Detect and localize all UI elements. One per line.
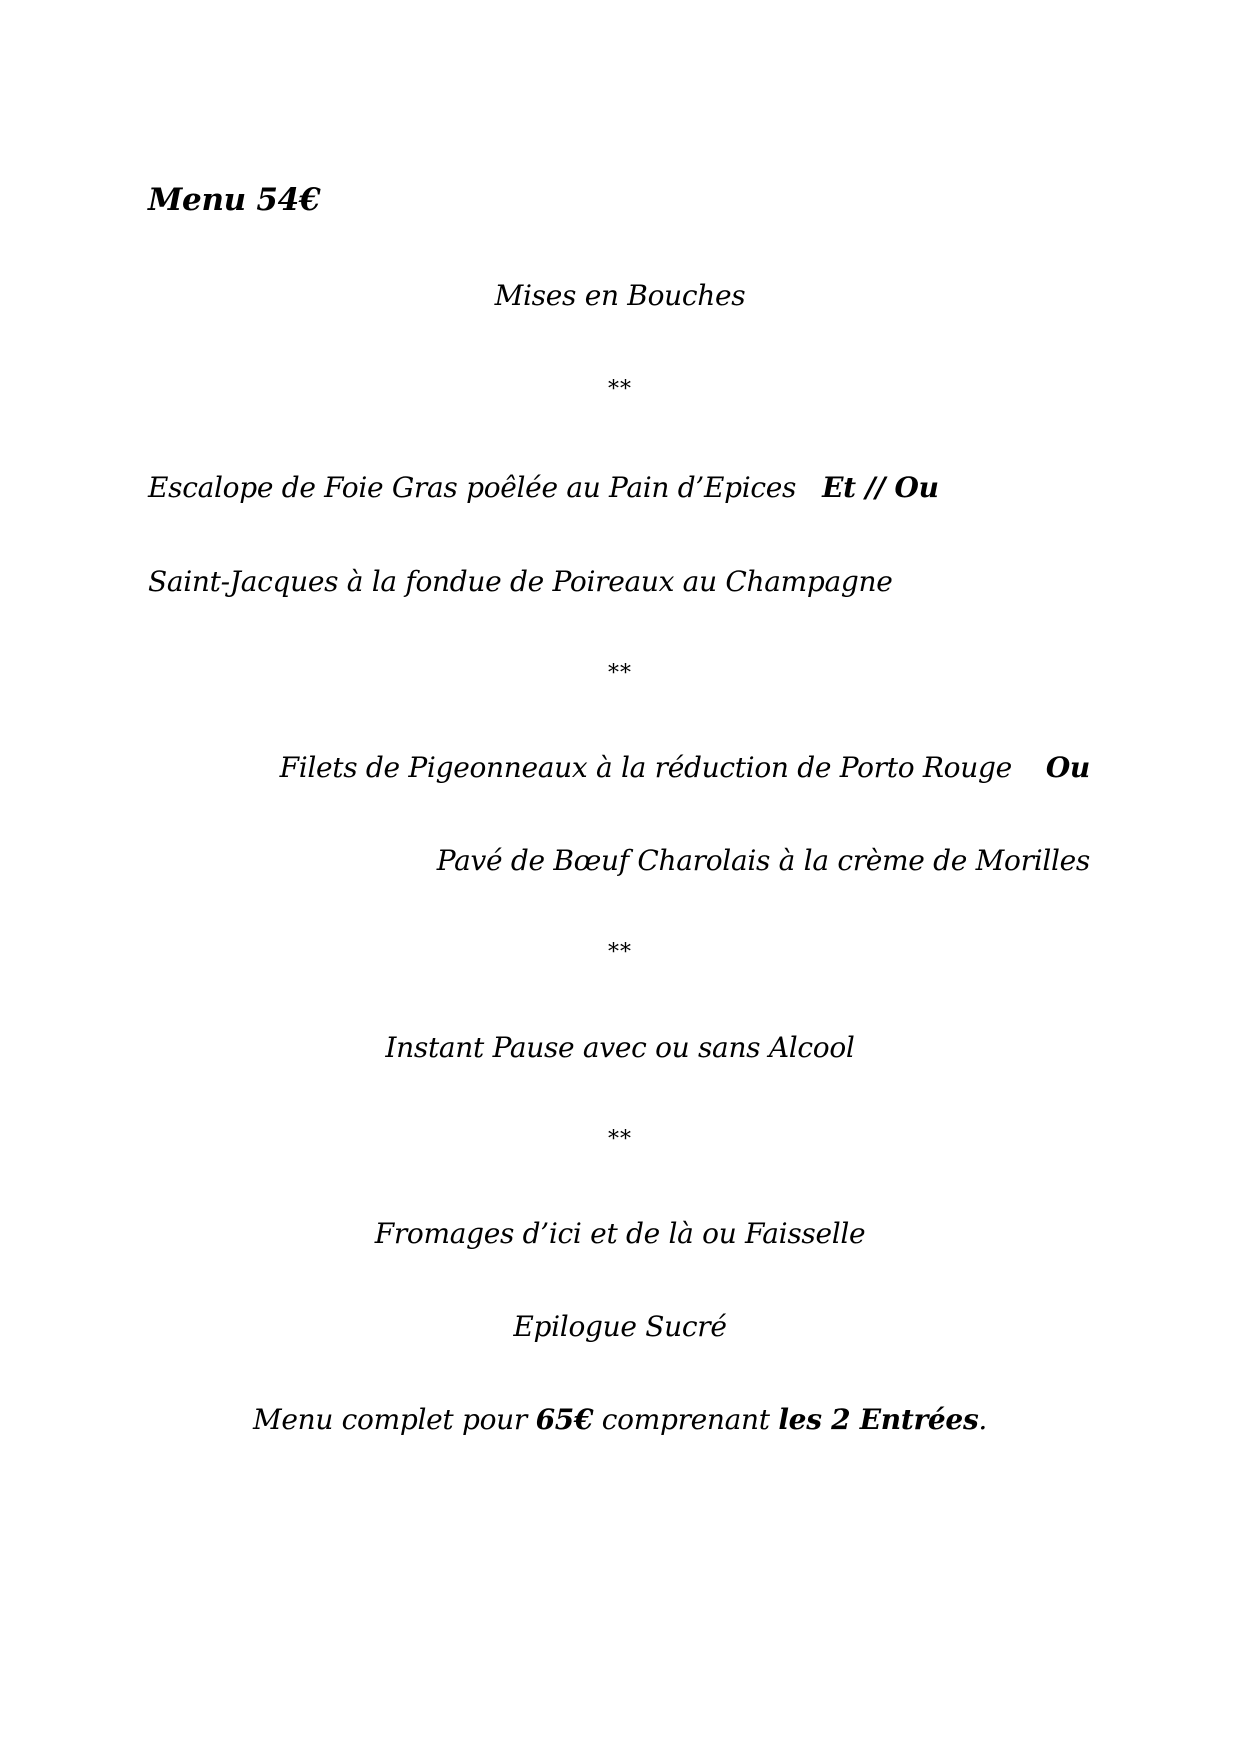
plat-connector: Ou [1045,751,1090,784]
complet-suffix: . [978,1403,988,1436]
fromages: Fromages d’ici et de là ou Faisselle [374,1217,866,1250]
plat-2: Pavé de Bœuf Charolais à la crème de Morilles [436,844,1090,877]
complet-entrees: les 2 Entrées [778,1403,979,1436]
entree-1: Escalope de Foie Gras poêlée au Pain d’Epices [148,471,797,504]
plat-1-line [280,748,1090,788]
complet-middle: comprenant [601,1403,770,1436]
separator-3: ** [608,940,632,965]
entree-2: Saint-Jacques à la fondue de Poireaux au Champagne [148,565,893,598]
complet-price: 65€ [535,1403,594,1436]
menu-title: Menu 54€ [148,182,321,218]
menu-complet-line [0,1400,1240,1440]
plat-1: Filets de Pigeonneaux à la réduction de Porto Rouge [279,751,1012,784]
separator-2: ** [608,661,632,686]
dessert: Epilogue Sucré [513,1310,727,1343]
instant-pause: Instant Pause avec ou sans Alcool [385,1031,855,1064]
separator-1: ** [608,377,632,402]
entree-1-line [148,468,939,508]
complet-prefix: Menu complet pour [252,1403,527,1436]
mises-en-bouches: Mises en Bouches [494,279,746,312]
entree-connector: Et // Ou [822,471,939,504]
separator-4: ** [608,1127,632,1152]
